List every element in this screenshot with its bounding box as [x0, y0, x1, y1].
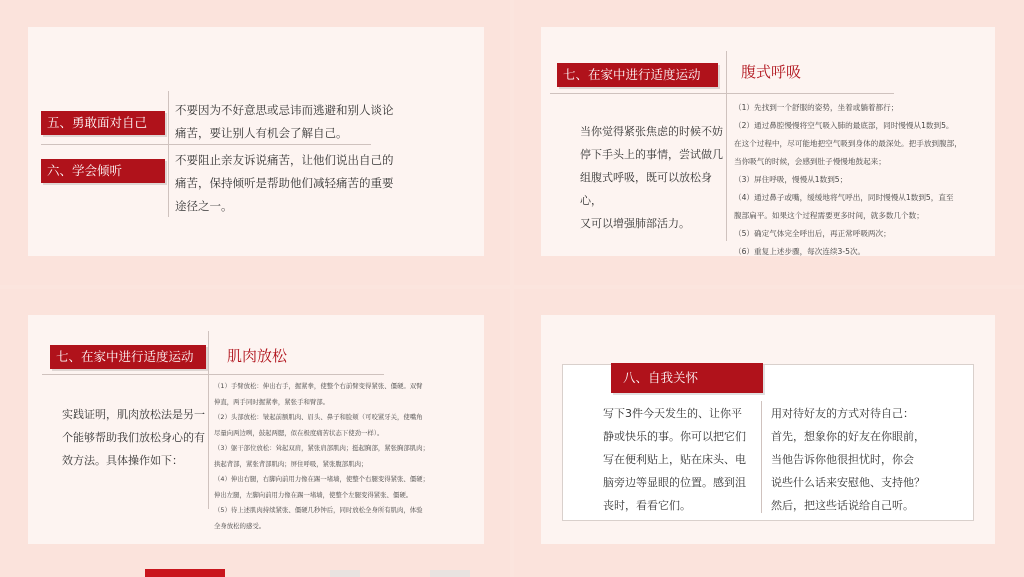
- text-line: 说些什么话来安慰他、支持他？: [771, 476, 925, 489]
- text-line: 写下3件今天发生的、让你平: [603, 407, 742, 420]
- step-line: 全身放松的感受。: [214, 521, 266, 530]
- step-line: （5）确定气体完全呼出后，再正常呼吸两次；: [734, 229, 891, 238]
- step-line: （2）通过鼻腔慢慢将空气吸入肺的最底部，同时慢慢从1数到5。: [734, 121, 954, 130]
- care-left-text: [603, 402, 763, 517]
- slide-3-card: [28, 315, 484, 544]
- text-line: 首先，想象你的好友在你眼前，: [771, 430, 925, 443]
- step-line: （4）通过鼻子或嘴，缓缓地将气呼出，同时慢慢从1数到5，直至: [734, 193, 954, 202]
- step-line: 伸出左腿，左脚向前用力像在踢一堵墙，使整个左腿变得紧张、僵硬。: [214, 490, 413, 499]
- text-line: 脑旁边等显眼的位置。感到沮: [603, 476, 746, 489]
- step-line: 尽量向两边咧，鼓起两腮，似在极度痛苦状态下使劲一样）。: [214, 428, 384, 437]
- muscle-intro: [62, 403, 210, 472]
- step-line: （4）伸出右腿，右脚向前用力像在踢一堵墙，使整个右腿变得紧张、僵硬；: [214, 475, 429, 483]
- text-line: 痛苦，要让别人有机会了解自己。: [175, 126, 348, 140]
- step-line: 当你吸气的时候，会感到肚子慢慢地鼓起来；: [734, 157, 886, 166]
- divider-horizontal: [550, 93, 894, 94]
- text-line: 个能够帮助我们放松身心的有: [62, 431, 205, 444]
- text-line: 用对待好友的方式对待自己：: [771, 407, 914, 420]
- breathing-intro: [580, 120, 730, 235]
- step-line: （3）躯干部位放松：耸起双肩，紧张肩部肌肉；挺起胸部，紧张胸部肌肉；: [214, 444, 429, 452]
- text-line: 实践证明，肌肉放松法是另一: [62, 408, 205, 421]
- text-line: 当你觉得紧张焦虑的时候不妨: [580, 125, 723, 138]
- text-line: 又可以增强肺部活力。: [580, 217, 690, 230]
- divider-vertical: [168, 91, 169, 217]
- text-line: 途径之一。: [175, 199, 233, 213]
- decorative-grey-shape: [330, 570, 360, 577]
- listen-text: [175, 149, 475, 218]
- section-heading: 五、勇敢面对自己: [47, 115, 148, 130]
- step-line: 在这个过程中，尽可能地把空气吸到身体的最深处。把手放到腹部，: [734, 139, 962, 148]
- step-line: 腹部扁平。如果这个过程需要更多时间，就多数几个数；: [734, 211, 924, 220]
- text-line: 丧时，看看它们。: [603, 499, 691, 512]
- section-heading: 七、在家中进行适度运动: [56, 349, 194, 364]
- step-line: （1）手臂放松：伸出右手，握紧拳，使整个右前臂变得紧张、僵硬。双臂: [214, 382, 423, 390]
- section-tag-exercise: [50, 345, 206, 369]
- slide-1-card: [28, 27, 484, 256]
- text-line: 然后，把这些话说给自己听。: [771, 499, 914, 512]
- text-line: 不要阻止亲友诉说痛苦，让他们说出自己的: [175, 153, 394, 167]
- decorative-grey-shape: [430, 570, 470, 577]
- text-line: 停下手头上的事情，尝试做几: [580, 148, 723, 161]
- section-tag-listen: [41, 159, 165, 183]
- section-tag-exercise: [557, 63, 718, 87]
- text-line: 痛苦，保持倾听是帮助他们减轻痛苦的重要: [175, 176, 394, 190]
- divider-horizontal: [42, 374, 384, 375]
- section-tag-face-yourself: [41, 111, 165, 135]
- step-line: （3）屏住呼吸，慢慢从1数到5；: [734, 175, 848, 184]
- step-line: （5）待上述肌肉持续紧张、僵硬几秒钟后，同时放松全身所有肌肉，体验: [214, 506, 423, 514]
- section-heading: 六、学会倾听: [47, 163, 123, 178]
- text-line: 当他告诉你他很担忧时，你会: [771, 453, 914, 466]
- section-heading: 八、自我关怀: [623, 370, 699, 385]
- decorative-red-shape: [145, 569, 225, 577]
- text-line: 静或快乐的事。你可以把它们: [603, 430, 746, 443]
- breathing-steps: [734, 99, 994, 261]
- text-line: 效方法。具体操作如下：: [62, 454, 183, 467]
- text-line: 组腹式呼吸，既可以放松身心，: [580, 171, 712, 207]
- slide-4-card: [541, 315, 995, 544]
- step-line: 拱起背部，紧张背部肌肉；屏住呼吸，紧张腹部肌肉；: [214, 459, 368, 468]
- face-yourself-text: [175, 99, 475, 145]
- step-line: （2）头部放松：皱起前额肌肉、眉头、鼻子和脸颊（可咬紧牙关，使嘴角: [214, 413, 423, 421]
- care-right-text: [771, 402, 971, 517]
- muscle-title: 肌肉放松: [227, 347, 288, 365]
- text-line: 不要因为不好意思或忌讳而逃避和别人谈论: [175, 103, 394, 117]
- step-line: 伸直，两手同时握紧拳，紧张手和臂部。: [214, 397, 330, 406]
- muscle-steps: [214, 379, 480, 534]
- step-line: （6）重复上述步骤，每次连续3-5次。: [734, 247, 866, 256]
- section-heading: 七、在家中进行适度运动: [563, 67, 701, 82]
- step-line: （1）先找到一个舒服的姿势，坐着或躺着都行；: [734, 103, 899, 112]
- text-line: 写在便利贴上，贴在床头、电: [603, 453, 746, 466]
- slide-2-card: [541, 27, 995, 256]
- section-tag-self-care: [611, 363, 763, 393]
- breathing-title: 腹式呼吸: [741, 63, 802, 81]
